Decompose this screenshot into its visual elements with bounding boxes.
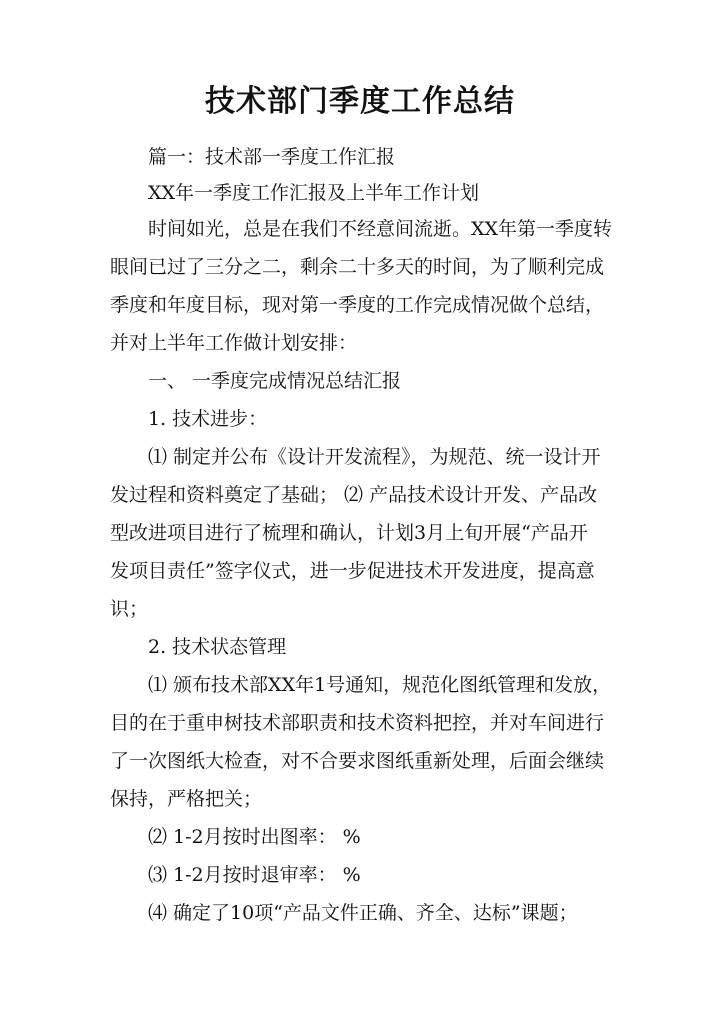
paragraph-line: ⑴ 制定并公布《设计开发流程》，为规范、统一设计开 <box>148 446 601 468</box>
paragraph-line: 并对上半年工作做计划安排： <box>110 332 358 354</box>
document-title: 技术部门季度工作总结 <box>205 84 515 119</box>
section-heading: 一、 一季度完成情况总结汇报 <box>148 370 402 392</box>
list-item: ⑵ 1-2月按时出图率： % <box>148 826 361 848</box>
subsection-heading: 1. 技术进步： <box>148 408 268 430</box>
paragraph-line: 目的在于重申树技术部职责和技术资料把控，并对车间进行 <box>110 712 605 734</box>
paragraph-line: 发项目责任”签字仪式，进一步促进技术开发进度，提高意 <box>110 560 595 582</box>
paragraph-line: 型改进项目进行了梳理和确认，计划3月上旬开展“产品开 <box>110 522 588 544</box>
subsection-heading: 2. 技术状态管理 <box>148 636 287 658</box>
paragraph-line: 眼间已过了三分之二，剩余二十多天的时间，为了顺利完成 <box>110 256 605 278</box>
paragraph-line: 时间如光，总是在我们不经意间流逝。XX年第一季度转 <box>148 218 613 240</box>
paragraph-line: ⑴ 颁布技术部XX年1号通知，规范化图纸管理和发放， <box>148 674 612 696</box>
paragraph-line: 发过程和资料奠定了基础； ⑵ 产品技术设计开发、产品改 <box>110 484 598 506</box>
list-item: ⑶ 1-2月按时退审率： % <box>148 864 361 886</box>
section-heading: 篇一：技术部一季度工作汇报 <box>148 146 396 168</box>
paragraph-line: 保持，严格把关； <box>110 788 263 810</box>
paragraph-line: 识； <box>110 598 149 620</box>
paragraph-line: 季度和年度目标，现对第一季度的工作完成情况做个总结， <box>110 294 605 316</box>
subtitle: XX年一季度工作汇报及上半年工作计划 <box>148 182 480 204</box>
list-item: ⑷ 确定了10项“产品文件正确、齐全、达标”课题； <box>148 902 578 924</box>
paragraph-line: 了一次图纸大检查，对不合要求图纸重新处理，后面会继续 <box>110 750 605 772</box>
